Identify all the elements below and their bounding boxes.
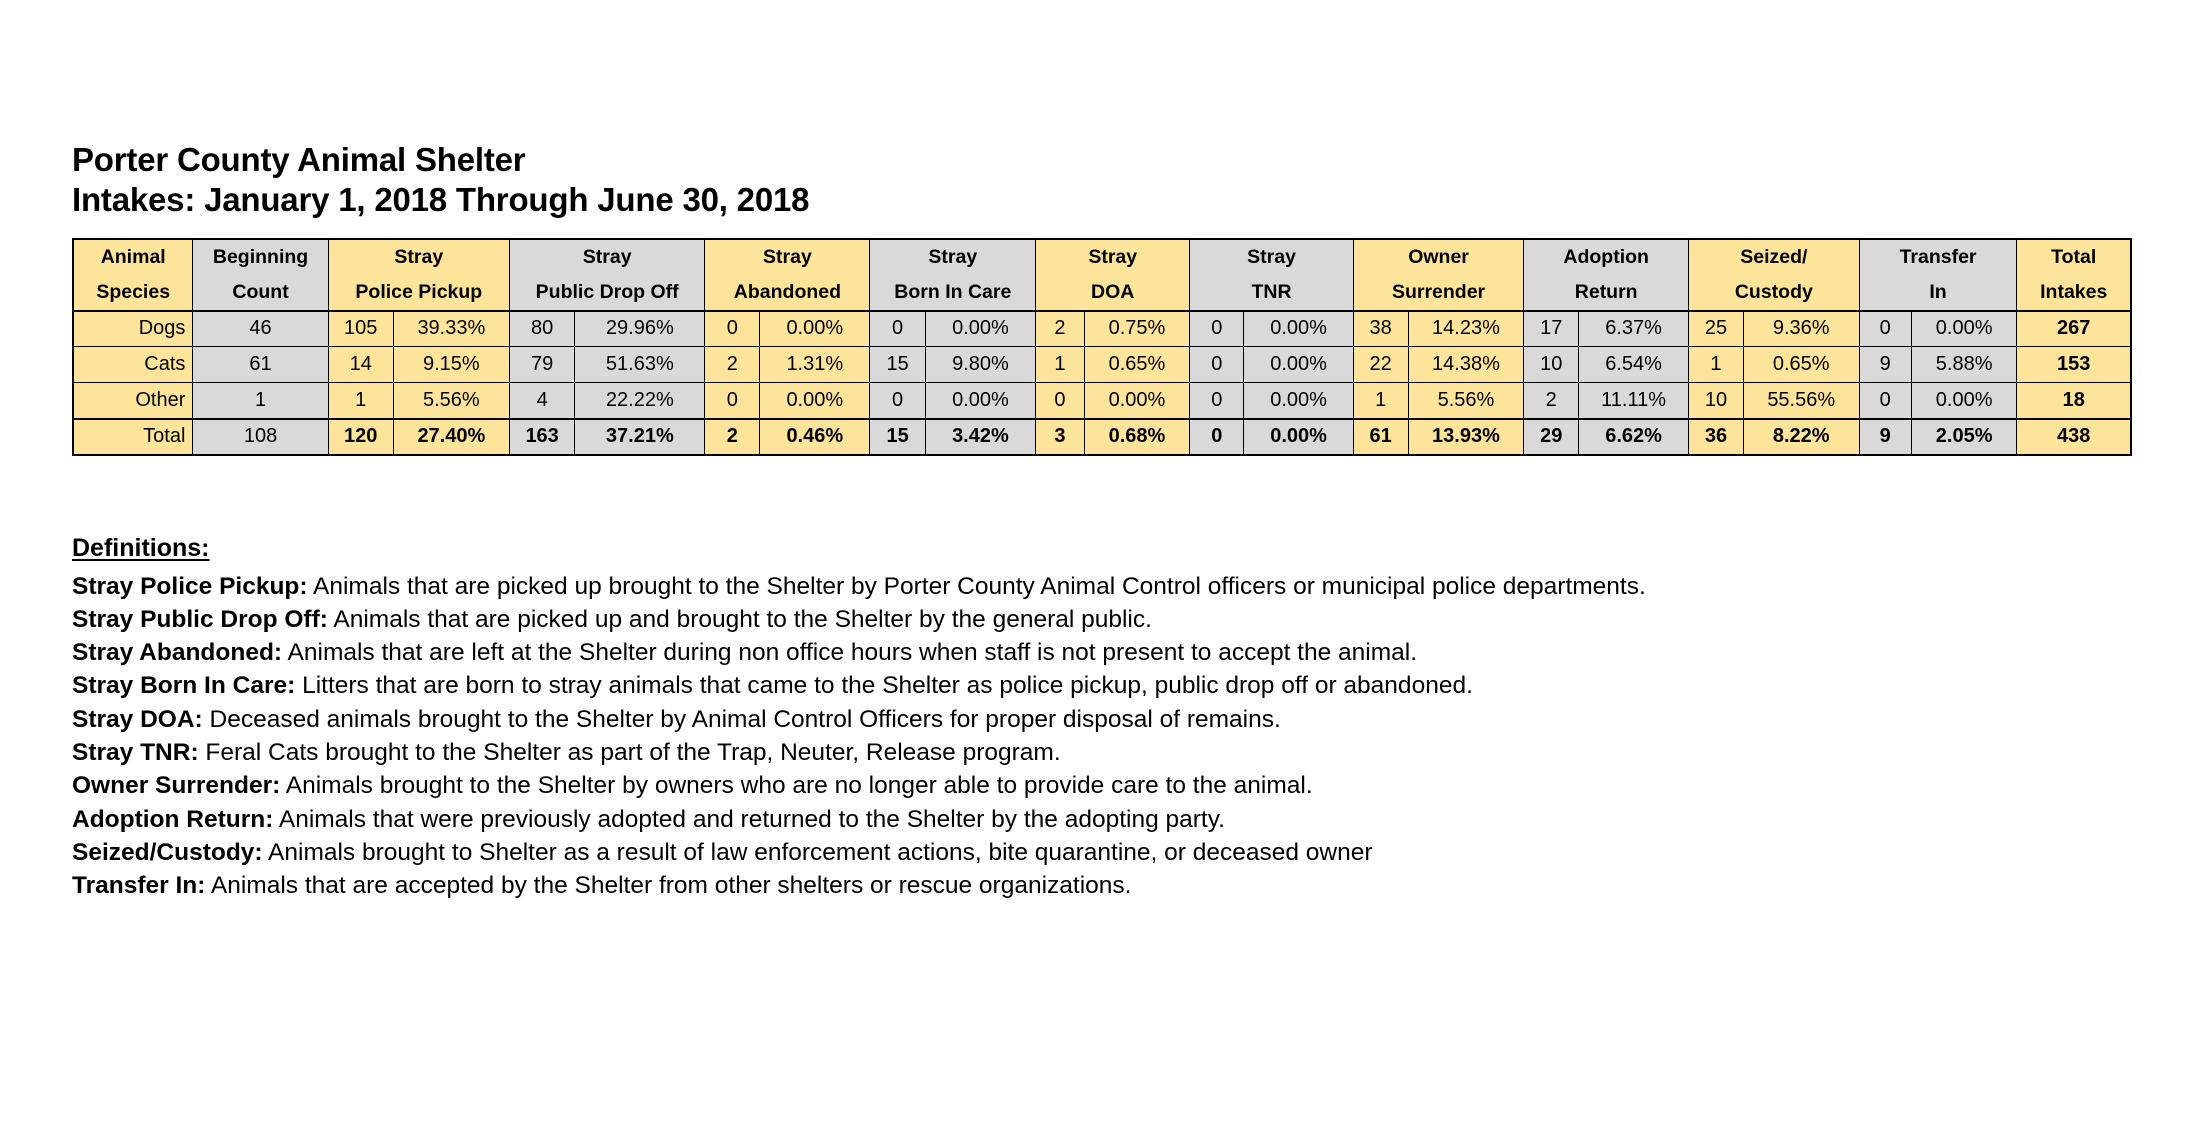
table-total-row	[73, 419, 2131, 455]
cell-beginning-count: 108	[193, 419, 328, 455]
cell-owner-surrender-percent: 13.93%	[1408, 419, 1524, 455]
cell-stray-doa-percent: 0.00%	[1084, 383, 1190, 419]
definition-item	[72, 570, 2132, 603]
cell-owner-surrender-count: 22	[1353, 347, 1408, 383]
definition-text: Animals that are picked up and brought to the Shelter by the general public.	[327, 605, 1152, 633]
cell-species: Cats	[73, 347, 193, 383]
definition-item	[72, 703, 2132, 736]
cell-total-intakes: 438	[2017, 419, 2131, 455]
cell-stray-doa-percent: 0.65%	[1084, 347, 1190, 383]
cell-stray-born-in-care-percent: 0.00%	[925, 311, 1035, 347]
definition-item	[72, 769, 2132, 802]
cell-stray-tnr-percent: 0.00%	[1244, 311, 1353, 347]
definition-term: Adoption Return:	[72, 805, 274, 833]
cell-total-intakes: 267	[2017, 311, 2131, 347]
cell-adoption-return-percent: 6.54%	[1579, 347, 1689, 383]
column-header-bottom: TNR	[1190, 275, 1354, 311]
definition-text: Litters that are born to stray animals that came to the Shelter as police pickup, public drop off or abandoned.	[295, 672, 1473, 700]
definition-item	[72, 836, 2132, 869]
column-header-bottom: DOA	[1036, 275, 1190, 311]
cell-seized-custody-percent: 0.65%	[1743, 347, 1859, 383]
column-header-bottom: Born In Care	[870, 275, 1036, 311]
cell-stray-public-drop-off-count: 80	[509, 311, 574, 347]
definition-term: Stray Abandoned:	[72, 639, 283, 667]
definition-text: Feral Cats brought to the Shelter as part of the Trap, Neuter, Release program.	[198, 739, 1061, 767]
cell-transfer-in-percent: 0.00%	[1911, 383, 2017, 419]
cell-seized-custody-count: 25	[1689, 311, 1744, 347]
cell-stray-doa-count: 2	[1036, 311, 1084, 347]
column-header-bottom: Surrender	[1353, 275, 1524, 311]
cell-beginning-count: 61	[193, 347, 328, 383]
table-row	[73, 311, 2131, 347]
column-header-top: Animal	[73, 239, 193, 275]
cell-beginning-count: 46	[193, 311, 328, 347]
column-header-bottom: Custody	[1689, 275, 1860, 311]
cell-owner-surrender-percent: 14.38%	[1408, 347, 1524, 383]
cell-stray-tnr-count: 0	[1190, 419, 1244, 455]
cell-stray-police-pickup-count: 14	[328, 347, 393, 383]
definition-text: Animals brought to the Shelter by owners who are no longer able to provide care to the animal.	[280, 772, 1313, 800]
cell-adoption-return-count: 10	[1524, 347, 1579, 383]
column-header-top: Seized/	[1689, 239, 1860, 275]
definition-text: Animals that are picked up brought to the Shelter by Porter County Animal Control officers or municipal police departments.	[307, 572, 1646, 600]
definition-item	[72, 669, 2132, 702]
cell-transfer-in-count: 0	[1859, 311, 1911, 347]
cell-transfer-in-percent: 5.88%	[1911, 347, 2017, 383]
cell-seized-custody-count: 10	[1689, 383, 1744, 419]
cell-adoption-return-percent: 11.11%	[1579, 383, 1689, 419]
cell-stray-born-in-care-count: 15	[870, 347, 925, 383]
cell-adoption-return-count: 17	[1524, 311, 1579, 347]
cell-stray-public-drop-off-count: 163	[509, 419, 574, 455]
cell-stray-tnr-count: 0	[1190, 383, 1244, 419]
cell-adoption-return-count: 29	[1524, 419, 1579, 455]
cell-stray-born-in-care-percent: 0.00%	[925, 383, 1035, 419]
definition-item	[72, 636, 2132, 669]
cell-owner-surrender-count: 61	[1353, 419, 1408, 455]
cell-adoption-return-percent: 6.62%	[1579, 419, 1689, 455]
cell-stray-abandoned-percent: 1.31%	[760, 347, 870, 383]
page-subtitle: Intakes: January 1, 2018 Through June 30, 2018	[72, 181, 810, 219]
cell-species: Other	[73, 383, 193, 419]
definition-text: Animals that are left at the Shelter during non office hours when staff is not present to accept the animal.	[282, 639, 1418, 667]
cell-stray-abandoned-percent: 0.00%	[760, 383, 870, 419]
column-header-bottom: Species	[73, 275, 193, 311]
cell-seized-custody-percent: 9.36%	[1743, 311, 1859, 347]
table-row	[73, 383, 2131, 419]
cell-transfer-in-percent: 0.00%	[1911, 311, 2017, 347]
cell-stray-abandoned-count: 0	[705, 311, 760, 347]
cell-stray-public-drop-off-percent: 22.22%	[575, 383, 705, 419]
definition-term: Stray Police Pickup:	[72, 572, 308, 600]
cell-seized-custody-percent: 8.22%	[1743, 419, 1859, 455]
cell-species: Total	[73, 419, 193, 455]
cell-owner-surrender-count: 1	[1353, 383, 1408, 419]
cell-seized-custody-count: 1	[1689, 347, 1744, 383]
cell-stray-public-drop-off-percent: 51.63%	[575, 347, 705, 383]
cell-stray-born-in-care-percent: 9.80%	[925, 347, 1035, 383]
definition-text: Animals brought to Shelter as a result of law enforcement actions, bite quarantine, or deceased owner	[262, 839, 1373, 866]
cell-stray-tnr-percent: 0.00%	[1244, 419, 1353, 455]
cell-stray-abandoned-percent: 0.00%	[760, 311, 870, 347]
column-header-top: Stray	[509, 239, 704, 275]
cell-transfer-in-percent: 2.05%	[1911, 419, 2017, 455]
cell-stray-police-pickup-percent: 27.40%	[393, 419, 509, 455]
cell-stray-public-drop-off-percent: 29.96%	[575, 311, 705, 347]
cell-owner-surrender-percent: 5.56%	[1408, 383, 1524, 419]
cell-stray-police-pickup-percent: 9.15%	[393, 347, 509, 383]
column-header-bottom: Return	[1524, 275, 1689, 311]
cell-transfer-in-count: 9	[1859, 419, 1911, 455]
cell-stray-born-in-care-count: 15	[870, 419, 925, 455]
cell-stray-tnr-percent: 0.00%	[1244, 383, 1353, 419]
cell-stray-tnr-count: 0	[1190, 311, 1244, 347]
table-row	[73, 347, 2131, 383]
cell-species: Dogs	[73, 311, 193, 347]
cell-transfer-in-count: 0	[1859, 383, 1911, 419]
cell-owner-surrender-percent: 14.23%	[1408, 311, 1524, 347]
definition-item	[72, 869, 2132, 902]
definition-term: Seized/Custody:	[72, 839, 263, 866]
cell-total-intakes: 18	[2017, 383, 2131, 419]
definition-term: Transfer In:	[72, 872, 206, 900]
cell-stray-doa-count: 3	[1036, 419, 1084, 455]
cell-stray-tnr-percent: 0.00%	[1244, 347, 1353, 383]
cell-transfer-in-count: 9	[1859, 347, 1911, 383]
column-header-top: Owner	[1353, 239, 1524, 275]
cell-stray-police-pickup-count: 1	[328, 383, 393, 419]
cell-adoption-return-count: 2	[1524, 383, 1579, 419]
definition-item	[72, 803, 2132, 836]
definition-term: Owner Surrender:	[72, 772, 281, 800]
cell-adoption-return-percent: 6.37%	[1579, 311, 1689, 347]
definition-text: Animals that were previously adopted and returned to the Shelter by the adopting party.	[273, 805, 1225, 833]
intakes-table	[72, 238, 2132, 456]
cell-stray-public-drop-off-count: 4	[509, 383, 574, 419]
cell-stray-abandoned-count: 0	[705, 383, 760, 419]
definition-term: Stray Public Drop Off:	[72, 605, 328, 633]
cell-stray-born-in-care-count: 0	[870, 311, 925, 347]
definition-item	[72, 736, 2132, 769]
cell-stray-doa-percent: 0.75%	[1084, 311, 1190, 347]
cell-stray-police-pickup-percent: 5.56%	[393, 383, 509, 419]
definitions-heading: Definitions:	[72, 533, 210, 562]
column-header-bottom: Count	[193, 275, 328, 311]
column-header-bottom: Abandoned	[705, 275, 870, 311]
column-header-top: Adoption	[1524, 239, 1689, 275]
cell-stray-police-pickup-count: 105	[328, 311, 393, 347]
column-header-bottom: Public Drop Off	[509, 275, 704, 311]
column-header-bottom: In	[1859, 275, 2017, 311]
column-header-bottom: Intakes	[2017, 275, 2131, 311]
cell-stray-police-pickup-percent: 39.33%	[393, 311, 509, 347]
cell-stray-police-pickup-count: 120	[328, 419, 393, 455]
document-content	[72, 140, 2132, 903]
cell-seized-custody-count: 36	[1689, 419, 1744, 455]
cell-owner-surrender-count: 38	[1353, 311, 1408, 347]
definition-text: Animals that are accepted by the Shelter from other shelters or rescue organizations.	[205, 872, 1132, 900]
definition-term: Stray DOA:	[72, 705, 203, 733]
cell-total-intakes: 153	[2017, 347, 2131, 383]
cell-stray-born-in-care-percent: 3.42%	[925, 419, 1035, 455]
column-header-top: Beginning	[193, 239, 328, 275]
cell-stray-tnr-count: 0	[1190, 347, 1244, 383]
definitions-section	[72, 534, 2132, 903]
page-title: Porter County Animal Shelter	[72, 141, 526, 178]
cell-seized-custody-percent: 55.56%	[1743, 383, 1859, 419]
column-header-top: Total	[2017, 239, 2131, 275]
definition-text: Deceased animals brought to the Shelter by Animal Control Officers for proper disposal of remains.	[202, 705, 1281, 733]
cell-stray-public-drop-off-count: 79	[509, 347, 574, 383]
cell-stray-doa-percent: 0.68%	[1084, 419, 1190, 455]
column-header-top: Stray	[1190, 239, 1354, 275]
table-header-row-top	[73, 239, 2131, 275]
column-header-top: Transfer	[1859, 239, 2017, 275]
definition-term: Stray TNR:	[72, 739, 199, 767]
cell-stray-abandoned-percent: 0.46%	[760, 419, 870, 455]
cell-stray-born-in-care-count: 0	[870, 383, 925, 419]
column-header-bottom: Police Pickup	[328, 275, 509, 311]
definitions-list	[72, 570, 2132, 903]
table-header-row-bottom	[73, 275, 2131, 311]
definition-term: Stray Born In Care:	[72, 672, 296, 700]
column-header-top: Stray	[870, 239, 1036, 275]
column-header-top: Stray	[328, 239, 509, 275]
definition-item	[72, 603, 2132, 636]
cell-stray-public-drop-off-percent: 37.21%	[575, 419, 705, 455]
column-header-top: Stray	[1036, 239, 1190, 275]
cell-stray-abandoned-count: 2	[705, 347, 760, 383]
cell-stray-abandoned-count: 2	[705, 419, 760, 455]
cell-stray-doa-count: 0	[1036, 383, 1084, 419]
table-body	[73, 239, 2131, 455]
column-header-top: Stray	[705, 239, 870, 275]
cell-beginning-count: 1	[193, 383, 328, 419]
cell-stray-doa-count: 1	[1036, 347, 1084, 383]
